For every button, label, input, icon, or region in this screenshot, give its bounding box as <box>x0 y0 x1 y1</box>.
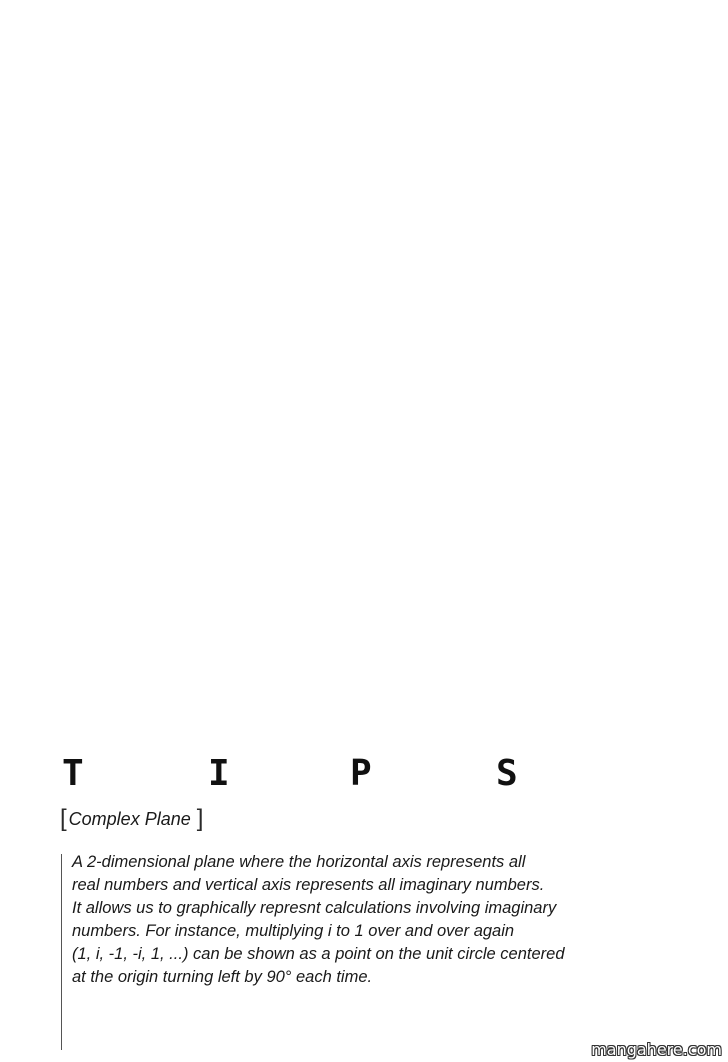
definition-line: at the origin turning left by 90° each time. <box>72 968 373 986</box>
close-bracket: ] <box>196 805 204 832</box>
definition-text <box>72 851 632 989</box>
tips-letter: P <box>350 753 372 794</box>
term-text: Complex Plane <box>68 809 191 829</box>
definition-line: A 2-dimensional plane where the horizontal axis represents all <box>72 853 526 871</box>
tips-letter: S <box>496 753 518 794</box>
definition-rule <box>61 854 62 1050</box>
tips-heading <box>62 752 532 796</box>
open-bracket: [ <box>60 805 67 832</box>
definition-line: real numbers and vertical axis represents all imaginary numbers. <box>72 876 545 894</box>
watermark: mangahere.com <box>591 1040 722 1059</box>
term-title <box>60 804 203 834</box>
definition-line: It allows us to graphically represnt calculations involving imaginary <box>72 899 557 917</box>
tips-letter: T <box>62 753 84 794</box>
tips-letter: I <box>208 753 230 794</box>
definition-line: numbers. For instance, multiplying i to 1 over and over again <box>72 922 515 940</box>
definition-line: (1, i, -1, -i, 1, ...) can be shown as a point on the unit circle centered <box>72 945 565 963</box>
